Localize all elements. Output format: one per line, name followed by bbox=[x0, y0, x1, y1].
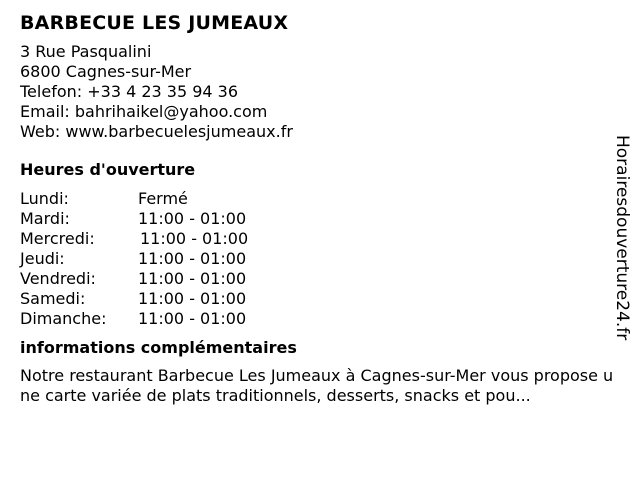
opening-hours-table bbox=[20, 189, 620, 329]
phone-number: Telefon: +33 4 23 35 94 36 bbox=[20, 82, 239, 101]
website-url: Web: www.barbecuelesjumeaux.fr bbox=[20, 122, 293, 141]
hours-day: Lundi: bbox=[20, 189, 69, 208]
hours-row-thursday bbox=[20, 249, 620, 269]
hours-row-tuesday bbox=[20, 209, 620, 229]
business-name: BARBECUE LES JUMEAUX bbox=[20, 12, 289, 34]
hours-row-monday bbox=[20, 189, 620, 209]
hours-time: 11:00 - 01:00 bbox=[138, 309, 247, 328]
hours-row-saturday bbox=[20, 289, 620, 309]
email-address: Email: bahrihaikel@yahoo.com bbox=[20, 102, 268, 121]
hours-row-friday bbox=[20, 269, 620, 289]
opening-hours-heading: Heures d'ouverture bbox=[20, 160, 196, 179]
hours-time: 11:00 - 01:00 bbox=[140, 229, 249, 248]
hours-day: Jeudi: bbox=[20, 249, 65, 268]
hours-row-sunday bbox=[20, 309, 620, 329]
hours-row-wednesday bbox=[20, 229, 620, 249]
site-watermark: Horairesdouverture24.fr bbox=[612, 135, 632, 341]
business-details bbox=[20, 10, 620, 406]
additional-info-heading: informations complémentaires bbox=[20, 338, 297, 357]
hours-day: Vendredi: bbox=[20, 269, 96, 288]
hours-time: 11:00 - 01:00 bbox=[138, 269, 247, 288]
hours-time: Fermé bbox=[138, 189, 188, 208]
hours-day: Mercredi: bbox=[20, 229, 95, 248]
hours-day: Samedi: bbox=[20, 289, 86, 308]
hours-time: 11:00 - 01:00 bbox=[138, 289, 247, 308]
hours-time: 11:00 - 01:00 bbox=[138, 249, 247, 268]
hours-time: 11:00 - 01:00 bbox=[138, 209, 247, 228]
address-city: 6800 Cagnes-sur-Mer bbox=[20, 62, 192, 81]
hours-day: Mardi: bbox=[20, 209, 70, 228]
hours-day: Dimanche: bbox=[20, 309, 107, 328]
restaurant-description: Notre restaurant Barbecue Les Jumeaux à Cagnes-sur-Mer vous propose une carte variée de plats traditionnels, desserts, snacks et pou... bbox=[20, 366, 614, 405]
address-street: 3 Rue Pasqualini bbox=[20, 42, 152, 61]
